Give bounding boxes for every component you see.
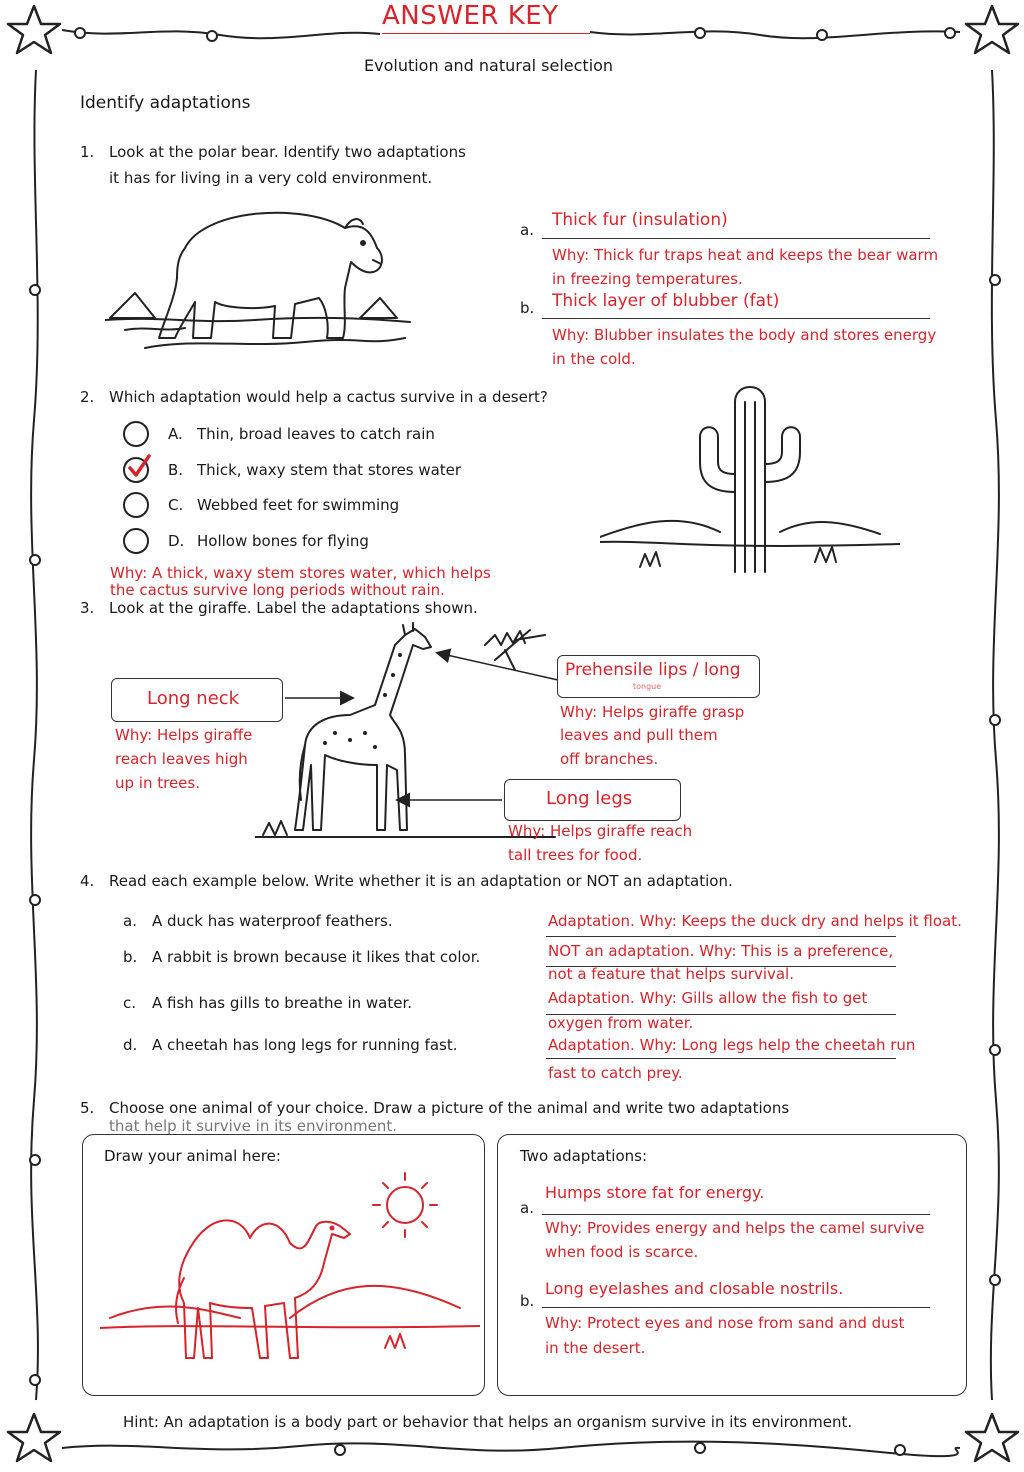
q5-b-line[interactable] xyxy=(542,1307,930,1308)
section-title: Identify adaptations xyxy=(80,93,251,113)
q4-d-line xyxy=(546,1058,896,1059)
q4-a-answer: Adaptation. Why: Keeps the duck dry and helps it float. xyxy=(548,912,962,930)
q1-b-answer: Thick layer of blubber (fat) xyxy=(552,291,780,311)
q2-question: Which adaptation would help a cactus survive in a desert? xyxy=(109,388,548,406)
q2-why1: Why: A thick, waxy stem stores water, which helps xyxy=(110,564,491,582)
legs-why2: tall trees for food. xyxy=(508,846,643,864)
q4-a-line xyxy=(546,936,896,937)
option-a-text: Thin, broad leaves to catch rain xyxy=(197,425,435,443)
q5-a-answer: Humps store fat for energy. xyxy=(545,1183,765,1202)
q4-d-answer2: fast to catch prey. xyxy=(548,1064,683,1082)
q3-number: 3. xyxy=(80,599,95,617)
checkmark-icon xyxy=(124,452,154,482)
q5-line2: that help it survive in its environment. xyxy=(109,1117,398,1135)
q1-line2: it has for living in a very cold environment. xyxy=(109,169,433,187)
option-d-letter: D. xyxy=(168,532,185,550)
q4-c-answer2: oxygen from water. xyxy=(548,1014,694,1032)
q1-line1: Look at the polar bear. Identify two adaptations xyxy=(109,143,466,161)
q4-c-text: A fish has gills to breathe in water. xyxy=(152,994,413,1012)
q1-a-line xyxy=(542,238,930,239)
lips-why2: leaves and pull them xyxy=(560,726,718,744)
option-a-radio[interactable] xyxy=(123,421,149,447)
camel-drawing xyxy=(100,1158,480,1388)
q1-b-why2: in the cold. xyxy=(552,350,636,368)
option-d-radio[interactable] xyxy=(123,528,149,554)
q4-c-answer1: Adaptation. Why: Gills allow the fish to get xyxy=(548,989,868,1007)
q5-a-line[interactable] xyxy=(542,1214,930,1215)
q5-b-why1: Why: Protect eyes and nose from sand and dust xyxy=(545,1314,905,1332)
lips-why1: Why: Helps giraffe grasp xyxy=(560,703,745,721)
draw-label: Draw your animal here: xyxy=(104,1147,281,1165)
q1-b-line xyxy=(542,318,930,319)
long-neck-label: Long neck xyxy=(147,688,240,709)
option-b-text: Thick, waxy stem that stores water xyxy=(197,461,462,479)
answer-key-title: ANSWER KEY xyxy=(382,1,559,31)
q4-d-answer1: Adaptation. Why: Long legs help the cheetah run xyxy=(548,1036,916,1054)
q3-question: Look at the giraffe. Label the adaptations shown. xyxy=(109,599,478,617)
q4-b-answer1: NOT an adaptation. Why: This is a preference, xyxy=(548,942,894,960)
polar-bear-illustration xyxy=(105,198,415,358)
q5-b-answer: Long eyelashes and closable nostrils. xyxy=(545,1279,844,1298)
legs-why1: Why: Helps giraffe reach xyxy=(508,822,693,840)
q1-a-answer: Thick fur (insulation) xyxy=(552,210,728,230)
q4-b-letter: b. xyxy=(123,948,138,966)
q2-number: 2. xyxy=(80,388,95,406)
two-adaptations-label: Two adaptations: xyxy=(520,1147,647,1165)
neck-why1: Why: Helps giraffe xyxy=(115,726,253,744)
q5-a-label: a. xyxy=(520,1199,534,1217)
q5-number: 5. xyxy=(80,1099,95,1117)
q5-b-why2: in the desert. xyxy=(545,1339,646,1357)
option-c-text: Webbed feet for swimming xyxy=(197,496,400,514)
q1-number: 1. xyxy=(80,143,95,161)
q4-d-text: A cheetah has long legs for running fast. xyxy=(152,1036,458,1054)
neck-why2: reach leaves high xyxy=(115,750,248,768)
option-b-letter: B. xyxy=(168,461,184,479)
q1-b-why1: Why: Blubber insulates the body and stores energy xyxy=(552,326,937,344)
q5-a-why2: when food is scarce. xyxy=(545,1243,699,1261)
q4-d-letter: d. xyxy=(123,1036,138,1054)
q4-number: 4. xyxy=(80,872,95,890)
q5-line1: Choose one animal of your choice. Draw a picture of the animal and write two adaptations xyxy=(109,1099,790,1117)
q1-a-label: a. xyxy=(520,221,534,239)
q4-b-text: A rabbit is brown because it likes that color. xyxy=(152,948,481,966)
q2-why2: the cactus survive long periods without rain. xyxy=(110,581,445,599)
hint-text: Hint: An adaptation is a body part or behavior that helps an organism survive in its environment. xyxy=(123,1413,853,1431)
q5-b-label: b. xyxy=(520,1292,535,1310)
lips-label: Prehensile lips / long xyxy=(565,660,741,680)
q1-b-label: b. xyxy=(520,299,535,317)
q5-a-why1: Why: Provides energy and helps the camel survive xyxy=(545,1219,925,1237)
option-c-letter: C. xyxy=(168,496,184,514)
option-d-text: Hollow bones for flying xyxy=(197,532,369,550)
option-a-letter: A. xyxy=(168,425,183,443)
q4-b-answer2: not a feature that helps survival. xyxy=(548,965,794,983)
q1-a-why2: in freezing temperatures. xyxy=(552,270,743,288)
cactus-illustration xyxy=(600,382,900,582)
option-c-radio[interactable] xyxy=(123,492,149,518)
lips-why3: off branches. xyxy=(560,750,659,768)
q4-a-text: A duck has waterproof feathers. xyxy=(152,912,393,930)
answer-key-underline xyxy=(382,33,590,34)
long-legs-label: Long legs xyxy=(546,788,633,809)
q1-a-why1: Why: Thick fur traps heat and keeps the bear warm xyxy=(552,246,939,264)
q4-c-letter: c. xyxy=(123,994,137,1012)
neck-why3: up in trees. xyxy=(115,774,200,792)
lips-scribble: tongue xyxy=(633,682,662,691)
q4-question: Read each example below. Write whether it is an adaptation or NOT an adaptation. xyxy=(109,872,733,890)
q4-a-letter: a. xyxy=(123,912,137,930)
subject-title: Evolution and natural selection xyxy=(364,56,614,75)
